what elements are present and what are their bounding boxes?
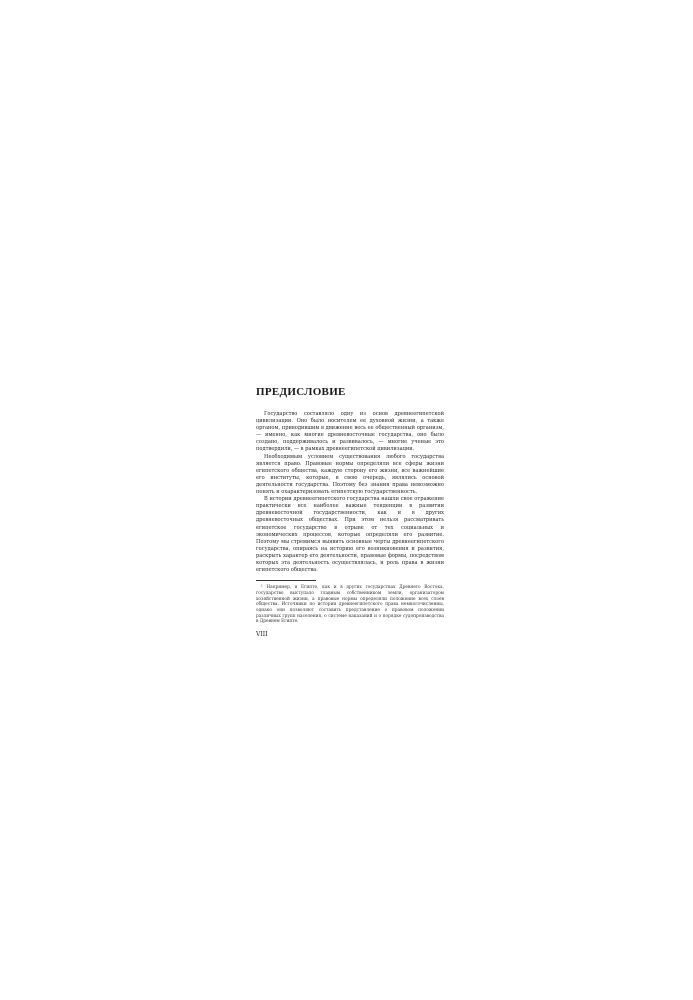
document-page bbox=[256, 385, 444, 655]
page-number: VIII bbox=[256, 631, 268, 639]
footnote: ¹ Например, в Египте, как и в других государствах Древнего Востока, государство выступало главным собственником земли, организатором хозяйственной жизни, а правовые нормы определяли положение всех слоев общества. Источники по истории древнеегипетского права немногочисленны, однако они позволяют составить представление о правовом положении различных групп населения, о системе наказаний и о порядке судопроизводства в Древнем Египте. bbox=[256, 585, 444, 625]
paragraph-1: Государство составляло одну из основ древнеегипетской цивилизации. Оно было носителем ее духовной жизни, а также органом, приводившим в движение весь ее общественный организм, — именно, как многие древневосточные государства, оно было создано, поддерживалось и развивалось, — многие ученые это подтвердили, — в рамках древнеегипетской цивилизации. bbox=[256, 411, 444, 453]
paragraph-3: В истории древнеегипетского государства нашли свое отражение практически все наиболее важные тенденции в развитии древневосточной государственности, как и в других древневосточных обществах. При этом нельзя рассматривать египетское государство в отрыве от тех социальных и экономических процессов, которые определяли его развитие. Поэтому мы стремимся выявить основные черты древнеегипетского государства, опираясь на историю его возникновения и развития, раскрыть характер его деятельности, правовые формы, посредством которых эта деятельность осуществлялась, и роль права в жизни египетского общества. bbox=[256, 496, 444, 574]
paragraph-2: Необходимым условием существования любого государства является право. Правовые нормы определяли все сферы жизни египетского общества, каждую сторону его жизни, все важнейшие его институты, которые, в свою очередь, являлись основой деятельности государства. Поэтому без знания права невозможно понять и охарактеризовать египетскую государственность. bbox=[256, 453, 444, 496]
footnote-divider bbox=[256, 580, 316, 581]
page-heading: ПРЕДИСЛОВИЕ bbox=[256, 386, 346, 398]
